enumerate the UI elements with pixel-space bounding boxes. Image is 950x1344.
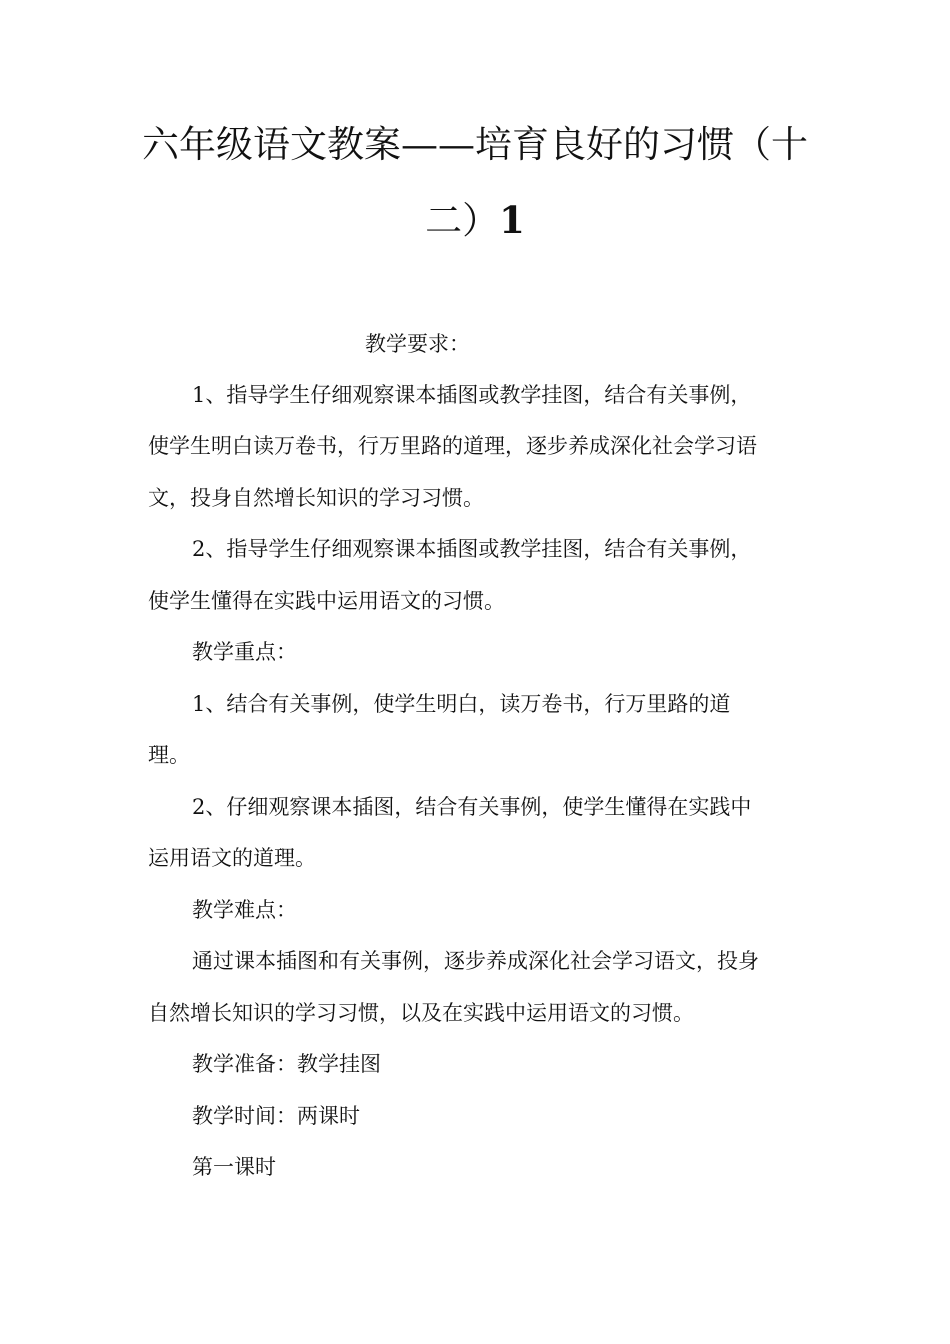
paragraph-line: 运用语文的道理。	[148, 846, 316, 870]
teaching-preparation: 教学准备：教学挂图	[192, 1052, 381, 1076]
paragraph-line: 1、指导学生仔细观察课本插图或教学挂图，结合有关事例，	[192, 383, 752, 407]
title-number: 1	[499, 198, 525, 242]
document-title-line-1: 六年级语文教案——培育良好的习惯（十	[142, 123, 808, 166]
document-title-line-2	[120, 200, 830, 241]
paragraph-line: 文，投身自然增长知识的学习习惯。	[148, 486, 484, 510]
section-heading-requirements: 教学要求：	[365, 332, 470, 356]
paragraph-line: 通过课本插图和有关事例，逐步养成深化社会学习语文，投身	[192, 949, 759, 973]
section-heading-key-points: 教学重点：	[192, 640, 297, 664]
section-heading-difficulties: 教学难点：	[192, 898, 297, 922]
teaching-time: 教学时间：两课时	[192, 1104, 360, 1128]
lesson-heading-first: 第一课时	[192, 1155, 276, 1179]
paragraph-line: 2、仔细观察课本插图，结合有关事例，使学生懂得在实践中	[192, 795, 752, 819]
paragraph-line: 使学生懂得在实践中运用语文的习惯。	[148, 589, 505, 613]
paragraph-line: 2、指导学生仔细观察课本插图或教学挂图，结合有关事例，	[192, 537, 752, 561]
paragraph-line: 1、结合有关事例，使学生明白，读万卷书，行万里路的道	[192, 692, 731, 716]
paragraph-line: 自然增长知识的学习习惯，以及在实践中运用语文的习惯。	[148, 1001, 694, 1025]
title-text: 二）	[425, 199, 500, 242]
paragraph-line: 使学生明白读万卷书，行万里路的道理，逐步养成深化社会学习语	[148, 434, 757, 458]
paragraph-line: 理。	[148, 743, 190, 767]
